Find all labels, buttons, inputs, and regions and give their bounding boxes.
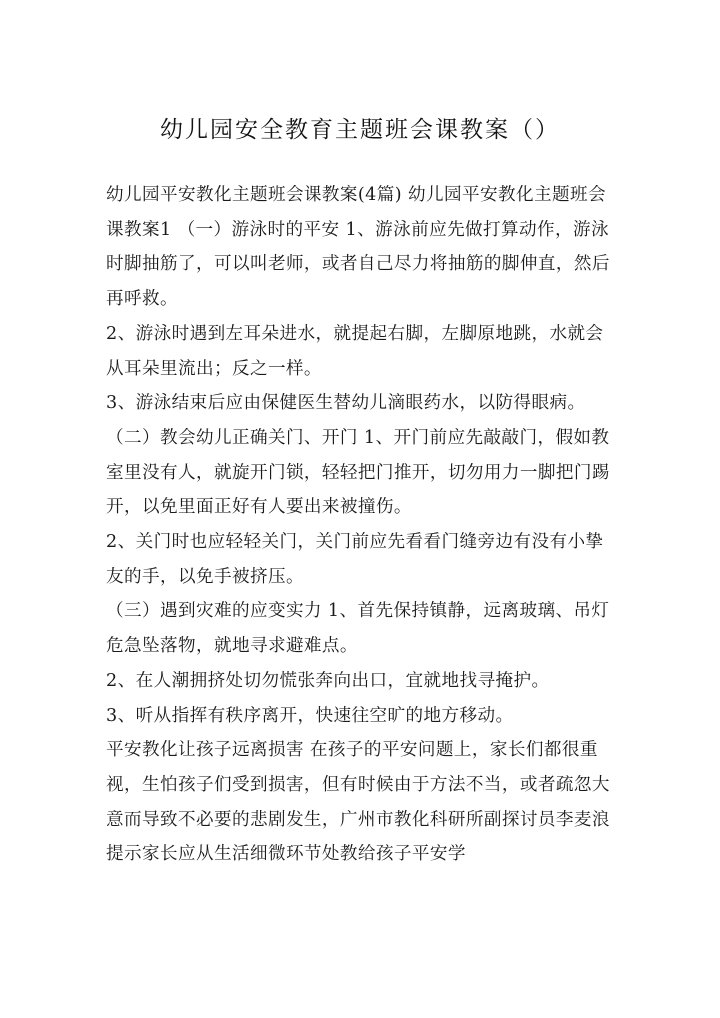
document-body — [106, 178, 618, 872]
document-title: 幼儿园安全教育主题班会课教案（） — [160, 117, 560, 143]
paragraph-closing-doors: 2、关门时也应轻轻关门，关门前应先看看门缝旁边有没有小挚友的手，以免手被挤压。 — [106, 532, 604, 587]
paragraph-opening-doors: （二）教会幼儿正确关门、开门 1、开门前应先敲敲门，假如教室里没有人，就旋开门锁，轻轻把门推开，切勿用力一脚把门踢开，以免里面正好有人要出来被撞伤。 — [106, 427, 610, 518]
paragraph-orderly-evacuation: 3、听从指挥有秩序离开，快速往空旷的地方移动。 — [106, 705, 514, 726]
paragraph-crowd-safety: 2、在人潮拥挤处切勿慌张奔向出口，宜就地找寻掩护。 — [106, 670, 550, 691]
paragraph-intro-swimming-safety: 幼儿园平安教化主题班会课教案(4篇) 幼儿园平安教化主题班会课教案1 （一）游泳时的平安 1、游泳前应先做打算动作，游泳时脚抽筋了，可以叫老师，或者自己尽力将抽筋的脚伸直，然后再呼救。 — [106, 185, 610, 310]
paragraph-swimming-eye-drops: 3、游泳结束后应由保健医生替幼儿滴眼药水，以防得眼病。 — [106, 393, 586, 414]
paragraph-safety-education: 平安教化让孩子远离损害 在孩子的平安问题上，家长们都很重视，生怕孩子们受到损害，但有时候由于方法不当，或者疏忽大意而导致不必要的悲剧发生，广州市教化科研所副探讨员李麦浪提示家长应从生活细微环节处教给孩子平安学 — [106, 740, 610, 865]
paragraph-disaster-response: （三）遇到灾难的应变实力 1、首先保持镇静，远离玻璃、吊灯危急坠落物，就地寻求避难点。 — [106, 601, 610, 657]
paragraph-swimming-ear-water: 2、游泳时遇到左耳朵进水，就提起右脚，左脚原地跳，水就会从耳朵里流出；反之一样。 — [106, 323, 604, 379]
